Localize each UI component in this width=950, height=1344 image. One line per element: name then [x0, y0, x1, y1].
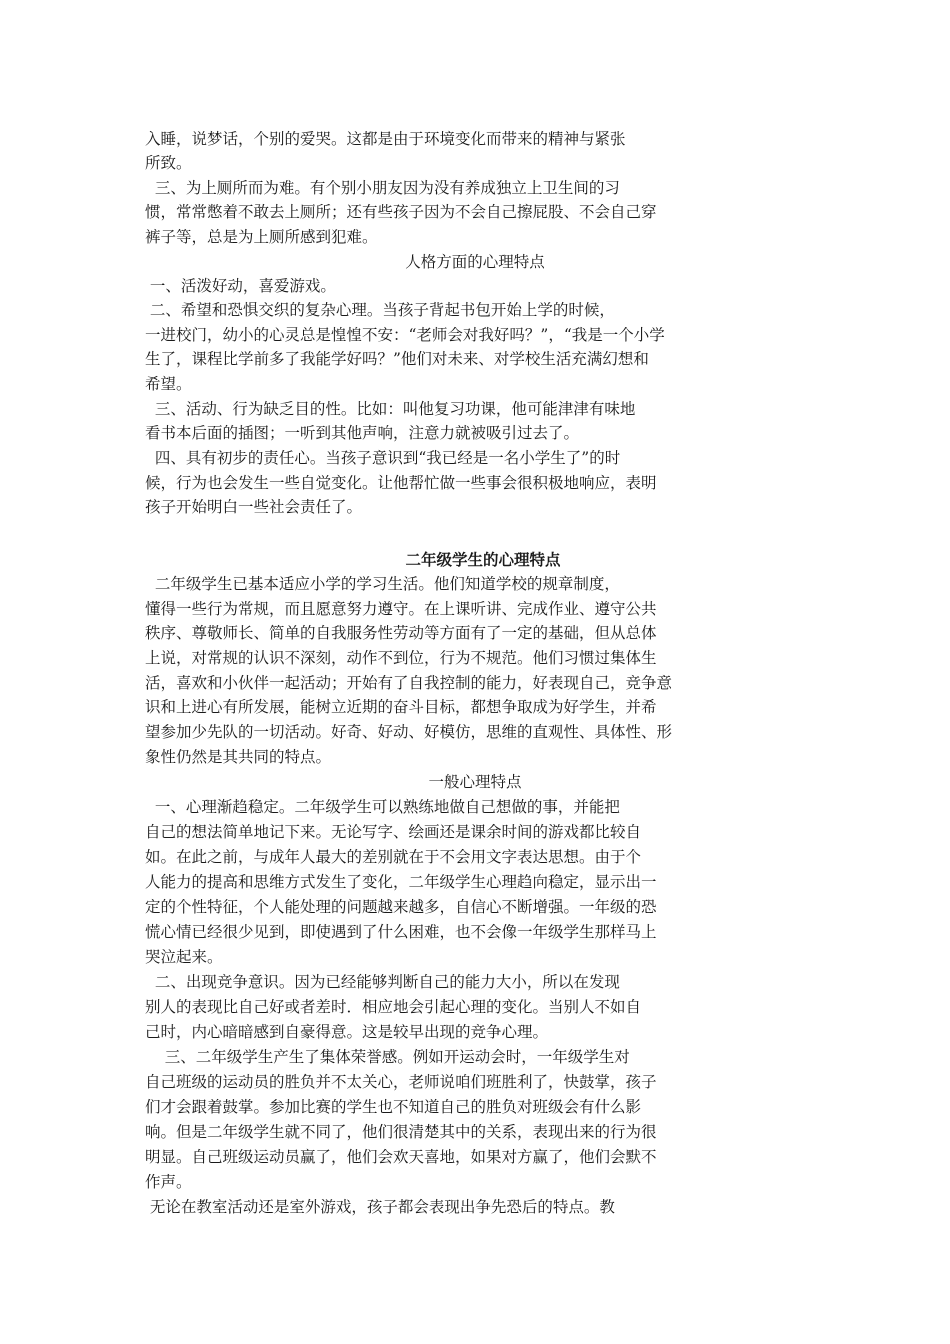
paragraph-line: 定的个性特征，个人能处理的问题越来越多，自信心不断增强。一年级的恐 — [145, 898, 657, 916]
paragraph-line: 二、希望和恐惧交织的复杂心理。当孩子背起书包开始上学的时候， — [145, 301, 615, 319]
paragraph-line: 三、为上厕所而为难。有个别小朋友因为没有养成独立上卫生间的习 — [145, 179, 620, 197]
section-heading-personality: 人格方面的心理特点 — [405, 253, 545, 271]
paragraph-line: 无论在教室活动还是室外游戏，孩子都会表现出争先恐后的特点。教 — [145, 1198, 615, 1216]
paragraph-line: 一进校门，幼小的心灵总是惶惶不安：“老师会对我好吗？”，“我是一个小学 — [145, 326, 665, 344]
paragraph-line: 上说，对常规的认识不深刻，动作不到位，行为不规范。他们习惯过集体生 — [145, 649, 657, 667]
paragraph-line: 象性仍然是其共同的特点。 — [145, 748, 332, 766]
paragraph-line: 自己的想法简单地记下来。无论写字、绘画还是课余时间的游戏都比较自 — [145, 823, 642, 841]
paragraph-line: 四、具有初步的责任心。当孩子意识到“我已经是一名小学生了”的时 — [145, 449, 621, 467]
paragraph-line: 哭泣起来。 — [145, 948, 223, 966]
paragraph-line: 二、出现竞争意识。因为已经能够判断自己的能力大小，所以在发现 — [145, 973, 620, 991]
paragraph-line: 一、心理渐趋稳定。二年级学生可以熟练地做自己想做的事，并能把 — [145, 798, 620, 816]
paragraph-line: 候，行为也会发生一些自觉变化。让他帮忙做一些事会很积极地响应，表明 — [145, 474, 657, 492]
paragraph-line: 望参加少先队的一切活动。好奇、好动、好模仿，思维的直观性、具体性、形 — [145, 723, 673, 741]
paragraph-line: 人能力的提高和思维方式发生了变化，二年级学生心理趋向稳定，显示出一 — [145, 873, 657, 891]
paragraph-line: 己时，内心暗暗感到自豪得意。这是较早出现的竞争心理。 — [145, 1023, 549, 1041]
paragraph-line: 们才会跟着鼓掌。参加比赛的学生也不知道自己的胜负对班级会有什么影 — [145, 1098, 642, 1116]
paragraph-line: 识和上进心有所发展，能树立近期的奋斗目标，都想争取成为好学生，并希 — [145, 698, 657, 716]
paragraph-line: 懂得一些行为常规，而且愿意努力遵守。在上课听讲、完成作业、遵守公共 — [145, 600, 657, 618]
paragraph-line: 惯，常常憋着不敢去上厕所；还有些孩子因为不会自己擦屁股、不会自己穿 — [145, 203, 657, 221]
paragraph-line: 如。在此之前，与成年人最大的差别就在于不会用文字表达思想。由于个 — [145, 848, 642, 866]
paragraph-line: 秩序、尊敬师长、简单的自我服务性劳动等方面有了一定的基础，但从总体 — [145, 624, 657, 642]
section-heading-grade-two: 二年级学生的心理特点 — [405, 550, 561, 569]
paragraph-line: 希望。 — [145, 375, 192, 393]
paragraph-line: 孩子开始明白一些社会责任了。 — [145, 498, 363, 516]
paragraph-line: 响。但是二年级学生就不同了，他们很清楚其中的关系，表现出来的行为很 — [145, 1123, 657, 1141]
section-heading-general: 一般心理特点 — [428, 773, 522, 791]
paragraph-line: 入睡，说梦话，个别的爱哭。这都是由于环境变化而带来的精神与紧张 — [145, 130, 626, 148]
paragraph-line: 慌心情已经很少见到，即使遇到了什么困难，也不会像一年级学生那样马上 — [145, 923, 657, 941]
paragraph-line: 生了，课程比学前多了我能学好吗？”他们对未来、对学校生活充满幻想和 — [145, 350, 649, 368]
paragraph-line: 明显。自己班级运动员赢了，他们会欢天喜地，如果对方赢了，他们会默不 — [145, 1148, 657, 1166]
paragraph-line: 三、活动、行为缺乏目的性。比如：叫他复习功课，他可能津津有味地 — [145, 400, 636, 418]
paragraph-line: 一、活泼好动，喜爱游戏。 — [145, 277, 336, 295]
paragraph-line: 看书本后面的插图；一听到其他声响，注意力就被吸引过去了。 — [145, 424, 580, 442]
paragraph-line: 裤子等，总是为上厕所感到犯难。 — [145, 228, 378, 246]
paragraph-line: 作声。 — [145, 1173, 192, 1191]
paragraph-line: 三、二年级学生产生了集体荣誉感。例如开运动会时，一年级学生对 — [145, 1048, 630, 1066]
paragraph-line: 二年级学生已基本适应小学的学习生活。他们知道学校的规章制度， — [145, 575, 620, 593]
paragraph-line: 所致。 — [145, 154, 192, 172]
paragraph-line: 活，喜欢和小伙伴一起活动；开始有了自我控制的能力，好表现自己，竞争意 — [145, 674, 673, 692]
paragraph-line: 自己班级的运动员的胜负并不太关心，老师说咱们班胜利了，快鼓掌，孩子 — [145, 1073, 657, 1091]
paragraph-line: 别人的表现比自己好或者差时．相应地会引起心理的变化。当别人不如自 — [145, 998, 642, 1016]
